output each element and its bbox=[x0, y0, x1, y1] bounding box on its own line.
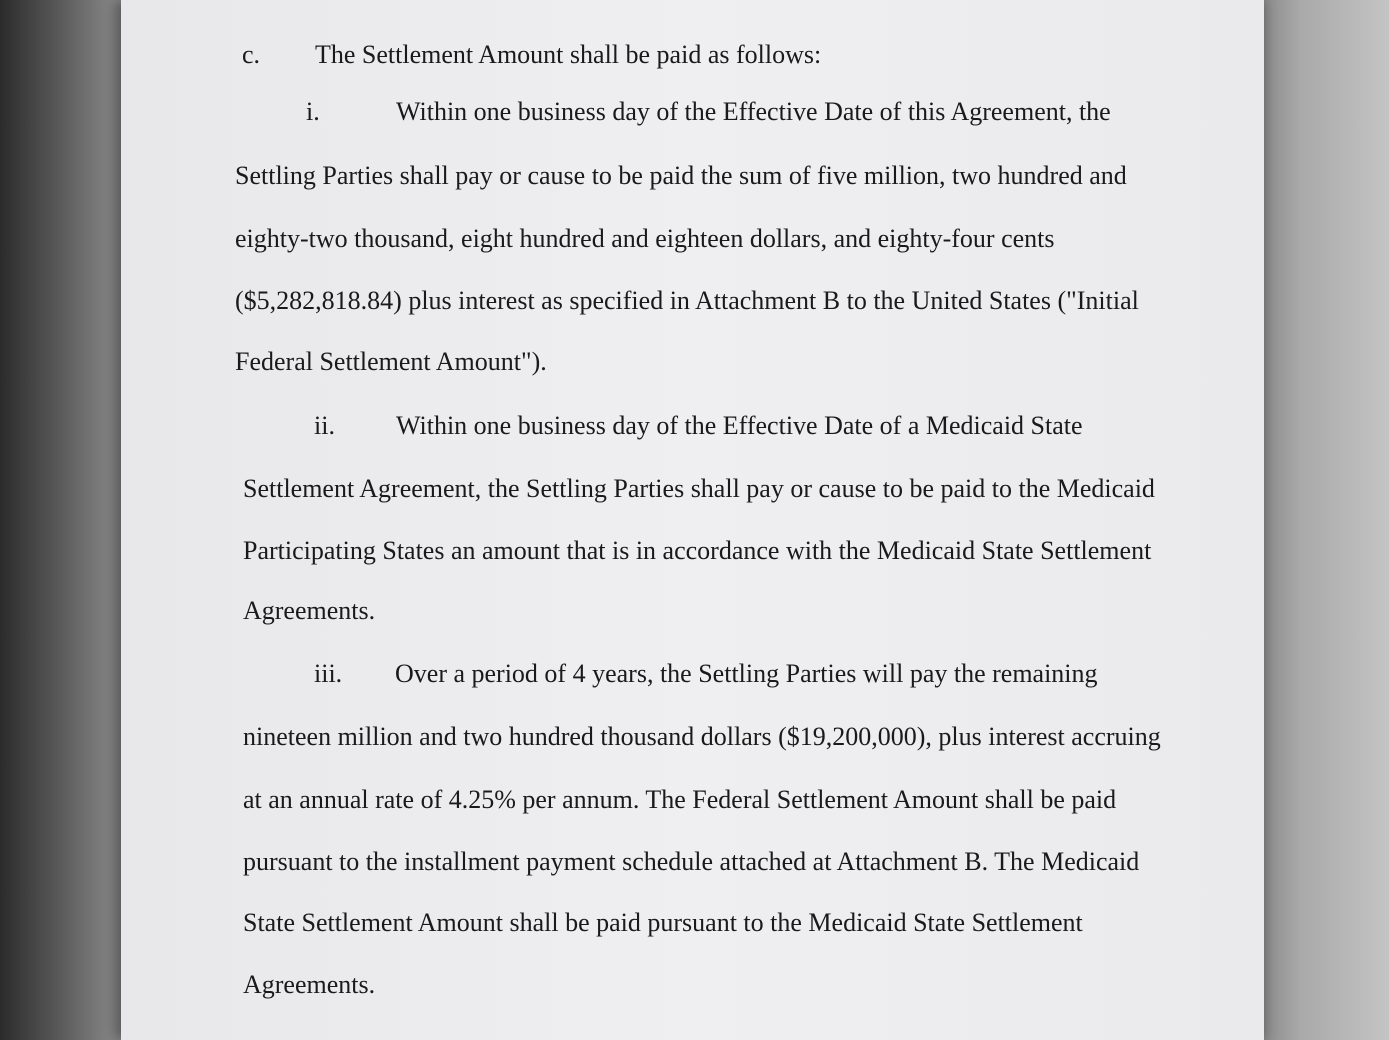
item-iii-line-3: at an annual rate of 4.25% per annum. The Federal Settlement Amount shall be paid bbox=[243, 785, 1117, 814]
item-i-line-2: Settling Parties shall pay or cause to be paid the sum of five million, two hundred and bbox=[235, 161, 1127, 190]
item-iii-line-5: State Settlement Amount shall be paid pursuant to the Medicaid State Settlement bbox=[243, 908, 1083, 937]
item-iii-line-6: Agreements. bbox=[243, 970, 376, 999]
item-iii-line-4: pursuant to the installment payment schedule attached at Attachment B. The Medicaid bbox=[243, 847, 1140, 876]
item-iii-label: iii. bbox=[314, 659, 343, 688]
item-iii-line-1: Over a period of 4 years, the Settling Parties will pay the remaining bbox=[395, 659, 1098, 688]
item-c-text: The Settlement Amount shall be paid as follows: bbox=[315, 40, 822, 69]
item-i-line-3: eighty-two thousand, eight hundred and eighteen dollars, and eighty-four cents bbox=[235, 224, 1055, 253]
item-i-line-1: Within one business day of the Effective Date of this Agreement, the bbox=[396, 97, 1111, 126]
item-ii-line-2: Settlement Agreement, the Settling Parties shall pay or cause to be paid to the Medicaid bbox=[243, 474, 1155, 503]
item-ii-line-3: Participating States an amount that is in accordance with the Medicaid State Settlement bbox=[243, 536, 1152, 565]
document-page bbox=[121, 0, 1264, 1040]
item-i-label: i. bbox=[306, 97, 320, 126]
item-i-line-5: Federal Settlement Amount"). bbox=[235, 347, 547, 376]
item-ii-line-4: Agreements. bbox=[243, 596, 376, 625]
item-i-line-4: ($5,282,818.84) plus interest as specified in Attachment B to the United States ("Initial bbox=[235, 286, 1139, 315]
item-iii-line-2: nineteen million and two hundred thousand dollars ($19,200,000), plus interest accruing bbox=[243, 722, 1161, 751]
item-ii-line-1: Within one business day of the Effective Date of a Medicaid State bbox=[396, 411, 1083, 440]
item-c-label: c. bbox=[242, 40, 261, 69]
item-ii-label: ii. bbox=[314, 411, 335, 440]
